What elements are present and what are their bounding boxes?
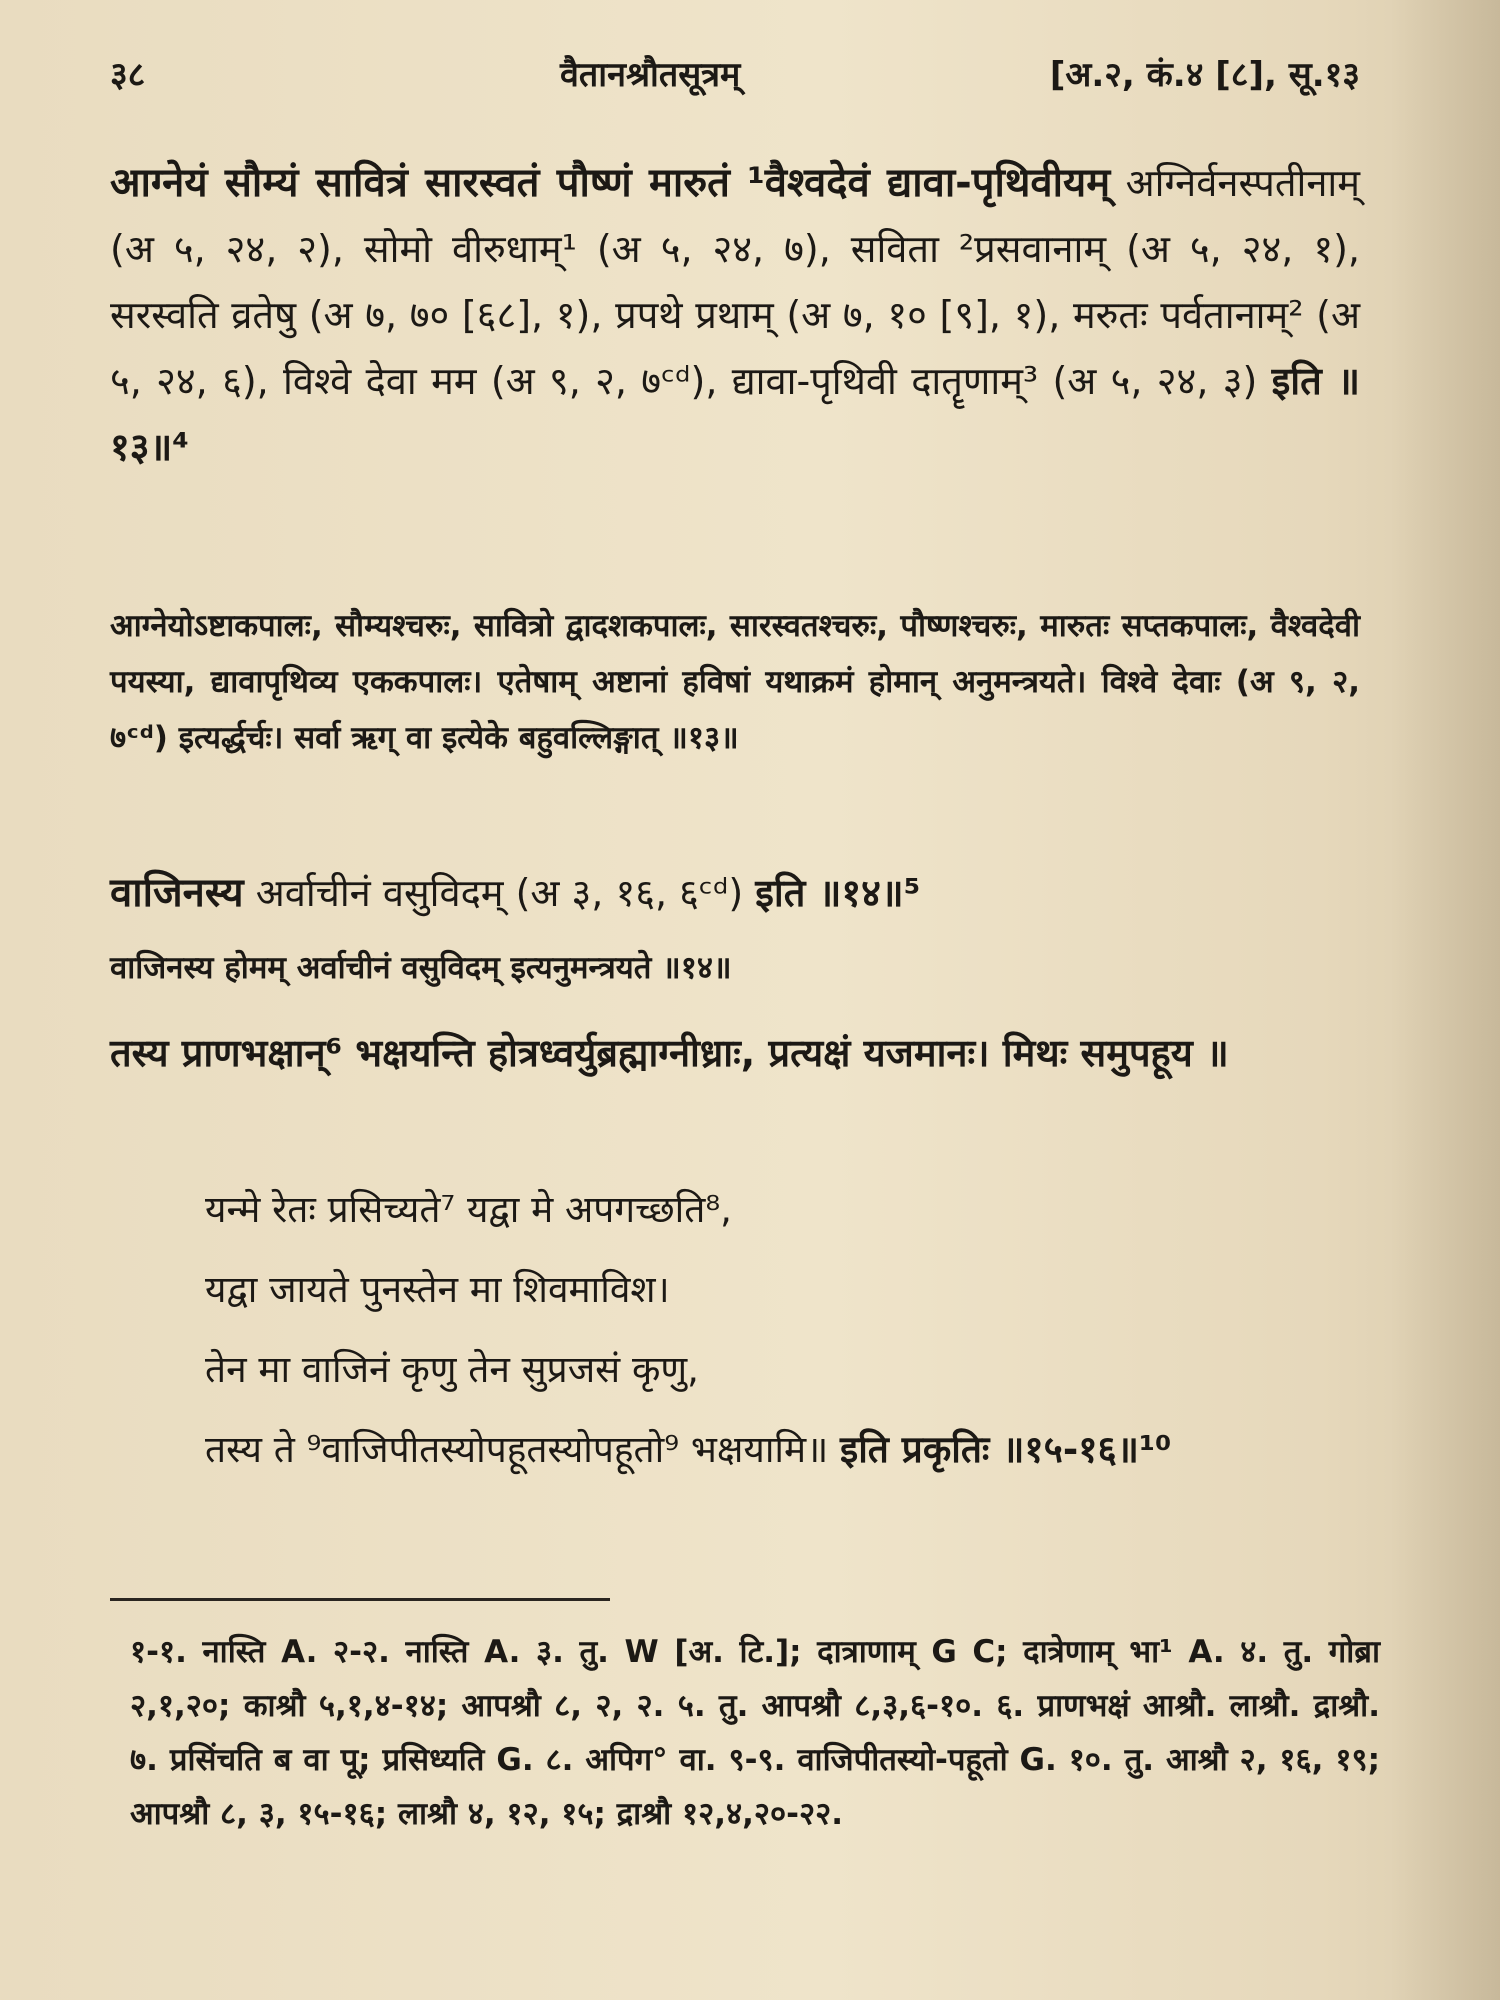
verse-block [110, 1170, 1360, 1483]
sutra-14-body: अर्वाचीनं वसुविदम् (अ ३, १६, ६ᶜᵈ) [243, 871, 756, 915]
running-title: वैतानश्रौतसूत्रम् [560, 55, 741, 95]
page-number: ३८ [110, 55, 146, 95]
verse-last-text: तस्य ते ⁹वाजिपीतस्योपहूतस्योपहूतो⁹ भक्षयामि॥ [205, 1428, 841, 1471]
verse-line: यन्मे रेतः प्रसिच्यते⁷ यद्वा मे अपगच्छति⁸, [205, 1188, 732, 1231]
sutra-14-end: इति ॥१४॥⁵ [755, 871, 921, 915]
sutra-13-lead: आग्नेयं सौम्यं सावित्रं सारस्वतं पौष्णं मारुतं ¹वैश्वदेवं द्यावा-पृथिवीयम् [110, 160, 1111, 206]
sutra-15 [110, 1020, 1360, 1086]
verse-last-end: इति प्रकृतिः ॥१५-१६॥¹⁰ [840, 1428, 1172, 1471]
sutra-14-lead: वाजिनस्य [110, 870, 244, 916]
footnotes: १-१. नास्ति A. २-२. नास्ति A. ३. तु. W [अ. टि.]; दात्राणाम् G C; दात्रेणाम् भा¹ A. ४. तु. गोब्रा २,१,२०; काश्रौ ५,१,४-१४; आपश्रौ ८, २, २. ५. तु. आपश्रौ ८,३,६-१०. ६. प्राणभक्षं आश्रौ. लाश्रौ. द्राश्रौ. ७. प्रसिंचति ब वा पू; प्रसिध्यति G. ८. अपिग° वा. ९-९. वाजिपीतस्यो-पहूतो G. १०. तु. आश्रौ २, १६, १९; आपश्रौ ८, ३, १५-१६; लाश्रौ ४, १२, १५; द्राश्रौ १२,४,२०-२२. [130, 1634, 1380, 1832]
sutra-13-end: इति ॥१३॥⁴ [110, 359, 1360, 469]
commentary-13: आग्नेयोऽष्टाकपालः, सौम्यश्चरुः, सावित्रो द्वादशकपालः, सारस्वतश्चरुः, पौष्णश्चरुः, मारुतः सप्तकपालः, वैश्वदेवी पयस्या, द्यावापृथिव्य एककपालः। एतेषाम् अष्टानां हविषां यथाक्रमं होमान् अनुमन्त्रयते। विश्वे देवाः (अ ९, २, ७ᶜᵈ) इत्यर्द्धर्चः। सर्वा ऋग् वा इत्येके बहुवल्लिङ्गात् ॥१३॥ [110, 608, 1360, 756]
verse-line: तेन मा वाजिनं कृणु तेन सुप्रजसं कृणु, [205, 1348, 699, 1391]
page-edge-shadow [1390, 0, 1500, 2000]
commentary-14: वाजिनस्य होमम् अर्वाचीनं वसुविदम् इत्यनुमन्त्रयते ॥१४॥ [110, 950, 732, 986]
section-locator: [अ.२, कं.४ [८], सू.१३ [1049, 55, 1360, 95]
sutra-13 [110, 150, 1360, 480]
sutra-15-text: तस्य प्राणभक्षान्⁶ भक्षयन्ति होत्रध्वर्युब्रह्माग्नीध्राः, प्रत्यक्षं यजमानः। मिथः समुपहूय ॥ [110, 1031, 1229, 1075]
verse-line: यद्वा जायते पुनस्तेन मा शिवमाविश। [205, 1268, 670, 1311]
page-header [110, 50, 1360, 110]
sutra-14 [110, 860, 1360, 926]
sutra-13-body: अग्निर्वनस्पतीनाम् (अ ५, २४, २), सोमो वीरुधाम्¹ (अ ५, २४, ७), सविता ²प्रसवानाम् (अ ५, २४, १), सरस्वति व्रतेषु (अ ७, ७० [६८], १), प्रपथे प्रथाम् (अ ७, १० [९], १), मरुतः पर्वतानाम्² (अ ५, २४, ६), विश्वे देवा मम (अ ९, २, ७ᶜᵈ), द्यावा-पृथिवी दातॄणाम्³ (अ ५, २४, ३) [110, 161, 1360, 403]
verse-last-line [205, 1417, 1360, 1483]
footnote-rule [110, 1598, 610, 1601]
